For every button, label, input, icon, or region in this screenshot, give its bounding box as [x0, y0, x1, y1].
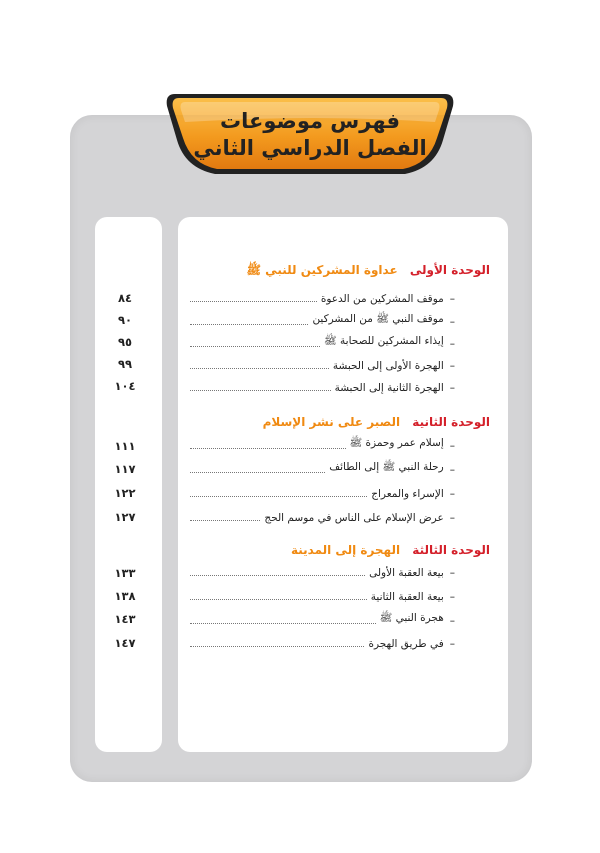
entry-title: بيعة العقبة الثانية [370, 591, 444, 603]
dot-leader [190, 496, 367, 497]
unit-number: الوحدة الثانية [412, 415, 490, 429]
entry-page-number: ١٢٧ [114, 510, 136, 524]
dot-leader [190, 472, 325, 473]
entry-title: إسلام عمر وحمزة ﷺ [349, 437, 444, 449]
entry-title: بيعة العقبة الأولى [369, 567, 444, 579]
toc-entry[interactable]: – إسلام عمر وحمزة ﷺ [190, 436, 455, 452]
dot-leader [190, 448, 346, 449]
entry-title: موقف النبي ﷺ من المشركين [312, 313, 444, 325]
entry-page-number: ١٣٨ [114, 589, 136, 603]
dot-leader [190, 520, 260, 521]
toc-entry[interactable]: – موقف النبي ﷺ من المشركين [190, 312, 455, 328]
toc-entry[interactable]: – الإسراء والمعراج [190, 484, 455, 500]
entry-page-number: ١٤٧ [114, 636, 136, 650]
toc-entry[interactable]: – في طريق الهجرة [190, 634, 455, 650]
unit-number: الوحدة الأولى [409, 263, 490, 277]
entry-page-number: ٨٤ [117, 291, 133, 305]
dot-leader [190, 368, 329, 369]
entry-title: الهجرة الثانية إلى الحبشة [334, 382, 444, 394]
dot-leader [190, 575, 365, 576]
unit-heading-1 [247, 263, 491, 280]
dot-leader [190, 390, 331, 391]
toc-entry[interactable]: – الهجرة الثانية إلى الحبشة [190, 378, 455, 394]
toc-entry[interactable]: – عرض الإسلام على الناس في موسم الحج [190, 508, 455, 524]
toc-entry[interactable]: – هجرة النبي ﷺ [190, 611, 455, 627]
entry-title: إيذاء المشركين للصحابة ﷺ [324, 335, 444, 347]
entry-page-number: ٩٠ [117, 313, 133, 327]
unit-name: الهجرة إلى المدينة [290, 543, 401, 557]
unit-name: الصبر على نشر الإسلام [262, 415, 401, 429]
toc-entry[interactable]: – الهجرة الأولى إلى الحبشة [190, 356, 455, 372]
dot-leader [190, 324, 308, 325]
entry-page-number: ١١١ [114, 439, 136, 453]
dot-leader [190, 346, 320, 347]
title-line-1: فهرس موضوعات [220, 109, 400, 133]
entry-title: في طريق الهجرة [368, 638, 444, 650]
entry-page-number: ٩٩ [117, 357, 133, 371]
unit-number: الوحدة الثالثة [412, 543, 490, 557]
dot-leader [190, 646, 364, 647]
entry-title: عرض الإسلام على الناس في موسم الحج [264, 512, 444, 524]
unit-name: عداوة المشركين للنبي ﷺ [246, 263, 398, 277]
dot-leader [190, 301, 317, 302]
toc-entry[interactable]: – موقف المشركين من الدعوة [190, 289, 455, 305]
toc-entry[interactable]: – إيذاء المشركين للصحابة ﷺ [190, 334, 455, 350]
entry-page-number: ١٣٣ [114, 566, 136, 580]
page-title [165, 108, 455, 162]
unit-heading-3 [291, 543, 490, 557]
toc-entry[interactable]: – بيعة العقبة الأولى [190, 563, 455, 579]
entry-page-number: ١٤٣ [114, 612, 136, 626]
entry-page-number: ١٠٤ [114, 379, 136, 393]
entry-page-number: ١١٧ [114, 462, 136, 476]
unit-heading-2 [263, 415, 490, 429]
entry-title: الإسراء والمعراج [371, 488, 444, 500]
title-line-2: الفصل الدراسي الثاني [193, 136, 427, 160]
entry-title: موقف المشركين من الدعوة [320, 293, 444, 305]
entry-title: الهجرة الأولى إلى الحبشة [332, 360, 444, 372]
dot-leader [190, 599, 367, 600]
entry-title: رحلة النبي ﷺ إلى الطائف [329, 461, 444, 473]
entry-page-number: ١٢٢ [114, 486, 136, 500]
entry-title: هجرة النبي ﷺ [379, 612, 444, 624]
toc-entry[interactable]: – رحلة النبي ﷺ إلى الطائف [190, 460, 455, 476]
entry-page-number: ٩٥ [117, 335, 133, 349]
dot-leader [190, 623, 376, 624]
toc-entry[interactable]: – بيعة العقبة الثانية [190, 587, 455, 603]
